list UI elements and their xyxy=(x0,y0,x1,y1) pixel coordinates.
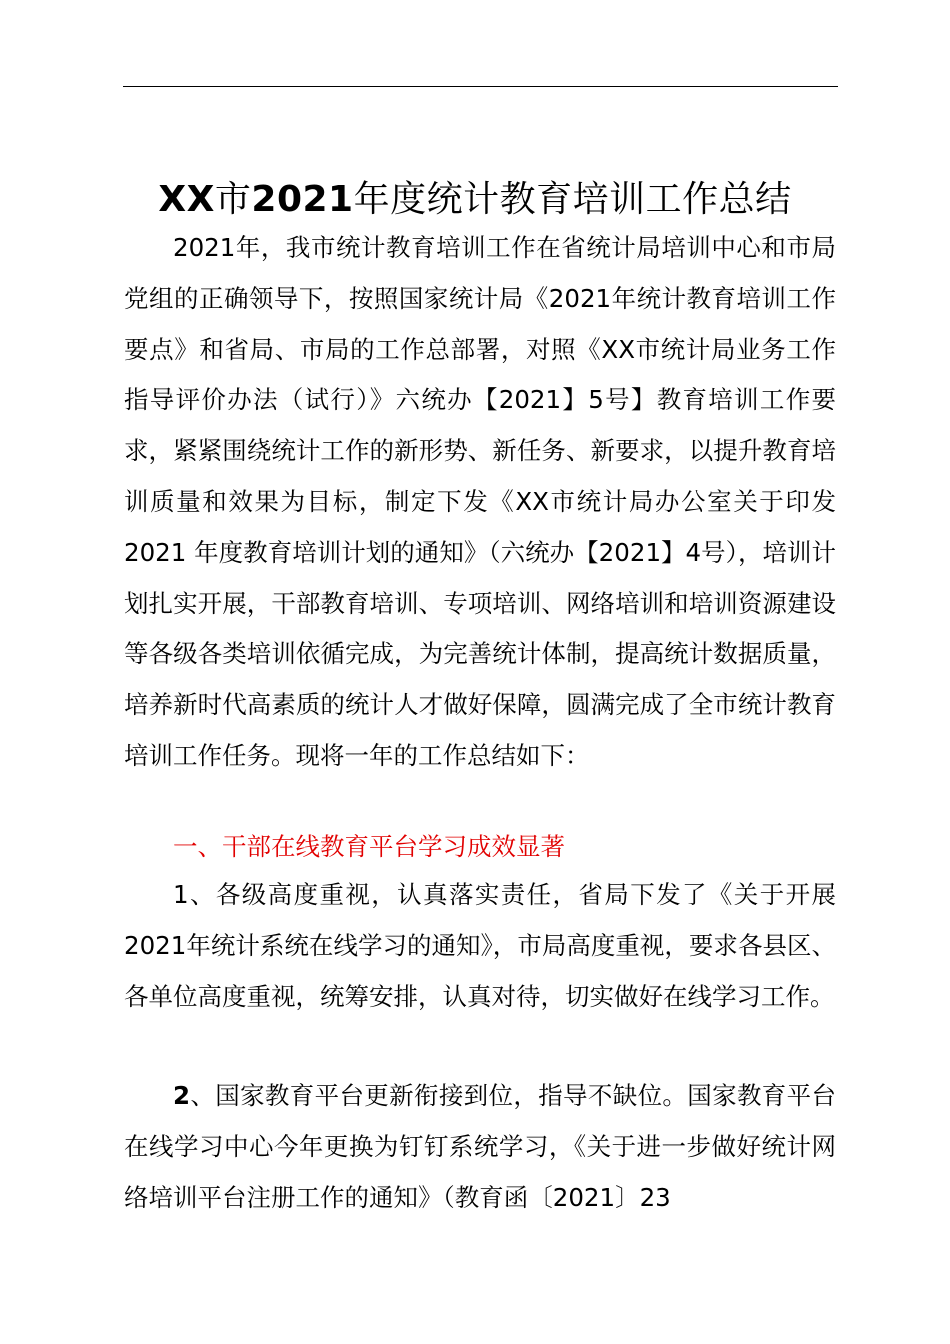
item-1-paragraph xyxy=(124,870,836,1022)
header-rule xyxy=(123,86,838,87)
item-1-text: 1、各级高度重视，认真落实责任，省局下发了《关于开展2021年统计系统在线学习的通知》，市局高度重视，要求各县区、各单位高度重视，统筹安排，认真对待，切实做好在线学习工作。 xyxy=(124,880,836,1011)
item-2-text: 、国家教育平台更新衔接到位，指导不缺位。国家教育平台在线学习中心今年更换为钉钉系统学习，《关于进一步做好统计网络培训平台注册工作的通知》（教育函〔2021〕23 xyxy=(124,1081,836,1212)
item-2-number: 2 xyxy=(173,1081,191,1110)
document-title xyxy=(0,172,950,228)
item-2-paragraph xyxy=(124,1071,836,1223)
intro-paragraph xyxy=(124,223,836,782)
intro-text: 2021年，我市统计教育培训工作在省统计局培训中心和市局党组的正确领导下，按照国家统计局《2021年统计教育培训工作要点》和省局、市局的工作总部署，对照《XX市统计局业务工作指导评价办法（试行）》六统办【2021】5号】教育培训工作要求，紧紧围绕统计工作的新形势、新任务、新要求，以提升教育培训质量和效果为目标，制定下发《XX市统计局办公室关于印发 2021 年度教育培训计划的通知》（六统办【2021】4号），培训计划扎实开展，干部教育培训、专项培训、网络培训和培训资源建设等各级各类培训依循完成，为完善统计体制，提高统计数据质量，培养新时代高素质的统计人才做好保障，圆满完成了全市统计教育培训工作任务。现将一年的工作总结如下： xyxy=(124,233,836,770)
title-part-rest: 年度统计教育培训工作总结 xyxy=(353,179,792,221)
title-part-xx: XX xyxy=(158,179,215,221)
section-heading-1: 一、干部在线教育平台学习成效显著 xyxy=(173,832,565,861)
title-part-year: 2021 xyxy=(251,179,354,221)
title-part-city: 市 xyxy=(214,179,252,221)
